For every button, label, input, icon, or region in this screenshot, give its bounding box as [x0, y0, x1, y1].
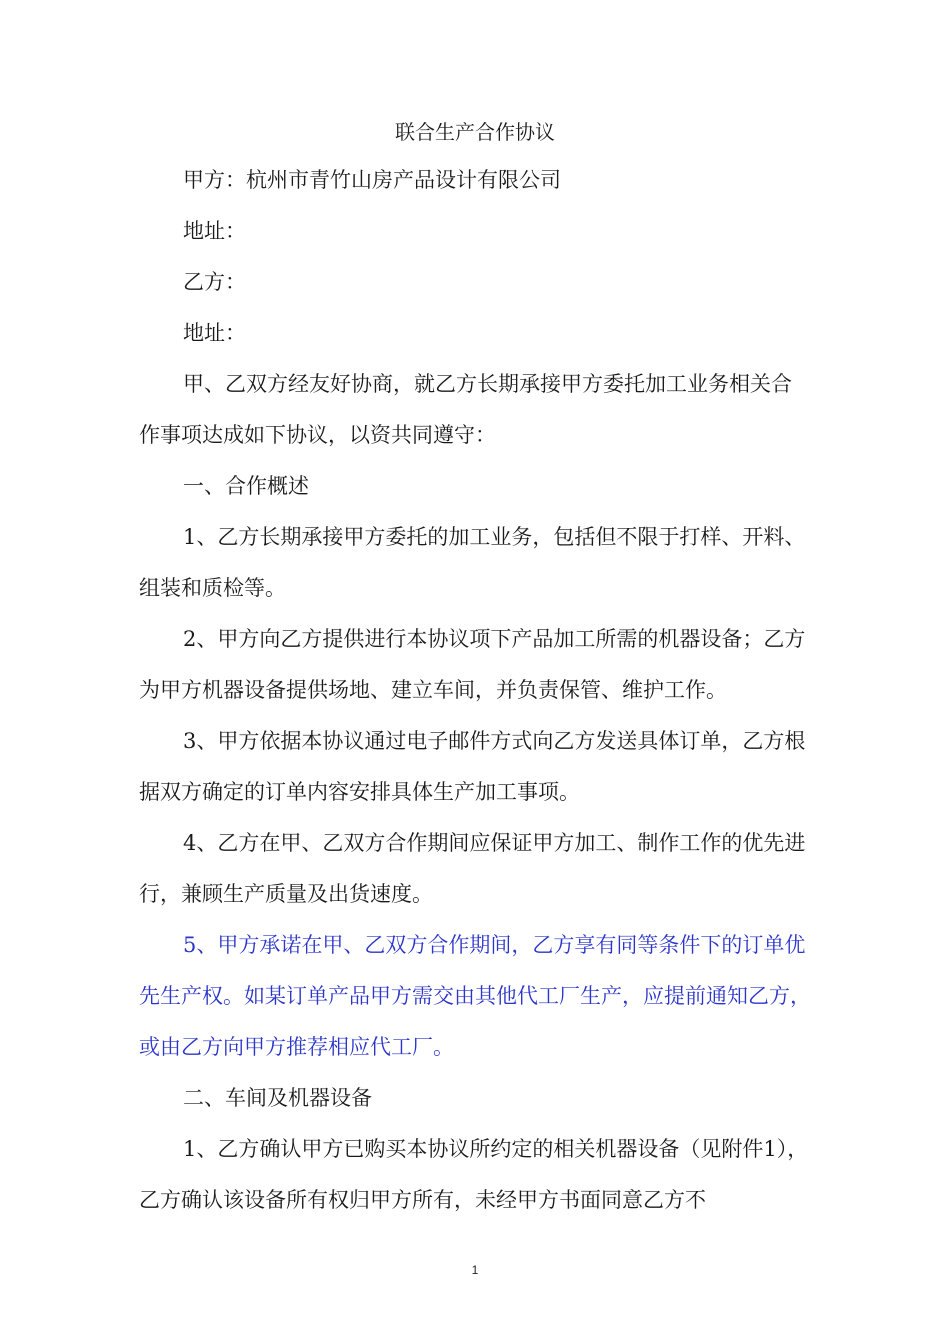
clause-2-1: 1、乙方确认甲方已购买本协议所约定的相关机器设备（见附件1），乙方确认该设备所有权归甲方所有，未经甲方书面同意乙方不 — [139, 1137, 809, 1212]
document-title: 联合生产合作协议 — [395, 120, 555, 144]
clause-1-5-highlighted: 5、甲方承诺在甲、乙双方合作期间，乙方享有同等条件下的订单优先生产权。如某订单产品甲方需交由其他代工厂生产，应提前通知乙方，或由乙方向甲方推荐相应代工厂。 — [139, 933, 811, 1059]
clause-1-4: 4、乙方在甲、乙双方合作期间应保证甲方加工、制作工作的优先进行，兼顾生产质量及出货速度。 — [139, 831, 806, 906]
party-a-name: 甲方：杭州市青竹山房产品设计有限公司 — [183, 168, 561, 192]
document-body — [139, 155, 811, 1226]
section-heading-1: 一、合作概述 — [183, 474, 309, 498]
party-b-name: 乙方： — [183, 270, 246, 294]
clause-1-1: 1、乙方长期承接甲方委托的加工业务，包括但不限于打样、开料、组装和质检等。 — [139, 525, 806, 600]
page-number: 1 — [471, 1263, 479, 1277]
section-heading-2: 二、车间及机器设备 — [183, 1086, 372, 1110]
party-a-address: 地址： — [183, 219, 246, 243]
party-b-address: 地址： — [183, 321, 246, 345]
clause-1-3: 3、甲方依据本协议通过电子邮件方式向乙方发送具体订单，乙方根据双方确定的订单内容安排具体生产加工事项。 — [139, 729, 806, 804]
clause-1-2: 2、甲方向乙方提供进行本协议项下产品加工所需的机器设备；乙方为甲方机器设备提供场地、建立车间，并负责保管、维护工作。 — [139, 627, 806, 702]
preamble-paragraph: 甲、乙双方经友好协商，就乙方长期承接甲方委托加工业务相关合作事项达成如下协议，以资共同遵守： — [139, 372, 792, 447]
